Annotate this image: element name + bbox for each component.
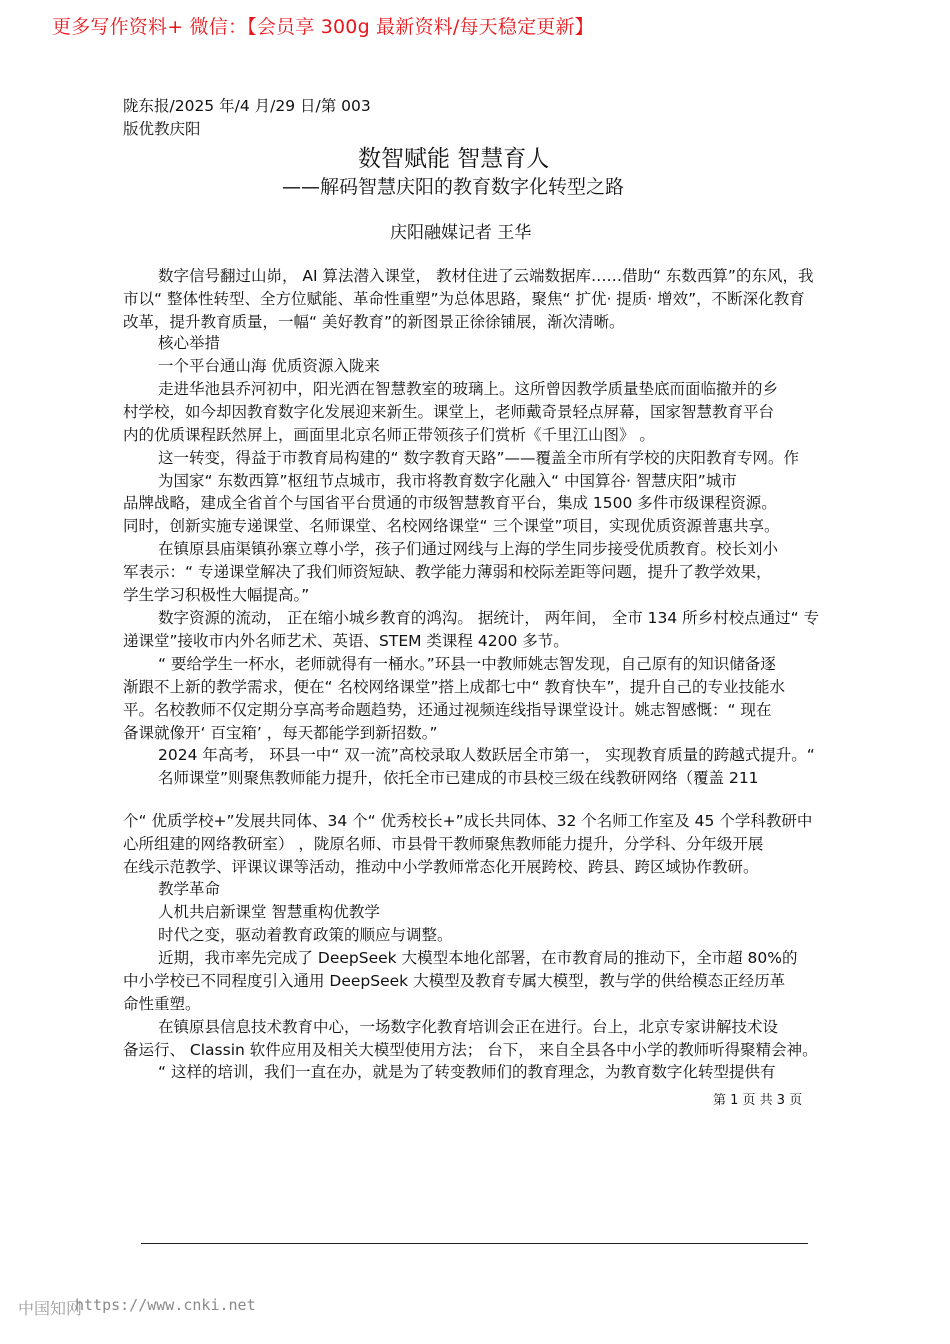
byline: 庆阳融媒记者 王华 <box>390 223 532 243</box>
body-line: 递课堂”接收市内外名师艺术、英语、STEM 类课程 4200 多节。 <box>123 632 569 650</box>
body-line: 在线示范教学、评课议课等活动，推动中小学教师常态化开展跨校、跨县、跨区域协作教研。 <box>123 858 759 876</box>
body-line: “ 要给学生一杯水，老师就得有一桶水。”环县一中教师姚志智发现，自己原有的知识储备逐 <box>158 655 776 673</box>
body-line: 核心举措 <box>158 334 221 352</box>
body-line: 人机共启新课堂 智慧重构优教学 <box>158 903 380 921</box>
body-line: 数字信号翻过山峁， AI 算法潜入课堂， 教材住进了云端数据库……借助“ 东数西算”的东风，我 <box>158 267 814 285</box>
body-line: 个“ 优质学校+”发展共同体、34 个“ 优秀校长+”成长共同体、32 个名师工作室及 45 个学科教研中 <box>123 812 813 830</box>
promo-banner: 更多写作资料+ 微信：【会员享 300g 最新资料/每天稳定更新】 <box>52 16 594 38</box>
body-line: 数字资源的流动， 正在缩小城乡教育的鸿沟。 据统计， 两年间， 全市 134 所乡村校点通过“ 专 <box>158 609 820 627</box>
body-line: 改革，提升教育质量，一幅“ 美好教育”的新图景正徐徐铺展，渐次清晰。 <box>123 313 625 331</box>
body-line: 走进华池县乔河初中，阳光洒在智慧教室的玻璃上。这所曾因教学质量垫底而面临撤并的乡 <box>158 380 779 398</box>
body-line: 命性重塑。 <box>123 995 201 1013</box>
body-line: 这一转变，得益于市教育局构建的“ 数字教育天路”——覆盖全市所有学校的庆阳教育专网。作 <box>158 449 799 467</box>
body-line: 市以“ 整体性转型、全方位赋能、革命性重塑”为总体思路，聚焦“ 扩优· 提质· 增效”，不断深化教育 <box>123 290 805 308</box>
body-line: 平。名校教师不仅定期分享高考命题趋势，还通过视频连线指导课堂设计。姚志智感慨：“ 现在 <box>123 701 772 719</box>
source-line-1: 陇东报/2025 年/4 月/29 日/第 003 <box>123 97 371 115</box>
body-line: 心所组建的网络教研室） ，陇原名师、市县骨干教师聚焦教师能力提升，分学科、分年级开展 <box>123 835 764 853</box>
source-line-2: 版优教庆阳 <box>123 120 201 138</box>
article-subtitle: ——解码智慧庆阳的教育数字化转型之路 <box>282 176 625 198</box>
body-line: 名师课堂”则聚焦教师能力提升，依托全市已建成的市县校三级在线教研网络（覆盖 211 <box>158 769 759 787</box>
body-line: 2024 年高考， 环县一中“ 双一流”高校录取人数跃居全市第一， 实现教育质量的跨越式提升。“ <box>158 746 815 764</box>
cnki-url-link[interactable]: https://www.cnki.net <box>75 1296 256 1314</box>
body-line: 渐跟不上新的教学需求，便在“ 名校网络课堂”搭上成都七中“ 教育快车”，提升自己的专业技能水 <box>123 678 785 696</box>
body-line: 学生学习积极性大幅提高。” <box>123 586 310 604</box>
body-line: 一个平台通山海 优质资源入陇来 <box>158 357 380 375</box>
body-line: 军表示：“ 专递课堂解决了我们师资短缺、教学能力薄弱和校际差距等问题，提升了教学效果， <box>123 563 772 581</box>
body-line: “ 这样的培训，我们一直在办，就是为了转变教师们的教育理念，为教育数字化转型提供有 <box>158 1063 776 1081</box>
article-title: 数智赋能 智慧育人 <box>358 146 550 172</box>
body-line: 教学革命 <box>158 880 221 898</box>
body-line: 内的优质课程跃然屏上，画面里北京名师正带领孩子们赏析《千里江山图》 。 <box>123 426 655 444</box>
body-line: 备运行、 Classin 软件应用及相关大模型使用方法； 台下， 来自全县各中小学的教师听得聚精会神。 <box>123 1041 818 1059</box>
body-line: 备课就像开‘ 百宝箱’ ，每天都能学到新招数。” <box>123 724 438 742</box>
cnki-logo: 中国知网 <box>18 1299 83 1318</box>
body-line: 在镇原县庙渠镇孙寨立尊小学，孩子们通过网线与上海的学生同步接受优质教育。校长刘小 <box>158 540 779 558</box>
body-line: 村学校，如今却因教育数字化发展迎来新生。课堂上，老师戴奇景轻点屏幕，国家智慧教育平台 <box>123 403 775 421</box>
footer-divider <box>141 1243 808 1244</box>
body-line: 为国家“ 东数西算”枢纽节点城市，我市将教育数字化融入“ 中国算谷· 智慧庆阳”城市 <box>158 472 737 490</box>
body-line: 品牌战略，建成全省首个与国省平台贯通的市级智慧教育平台，集成 1500 多件市级课程资源。 <box>123 494 777 512</box>
body-line: 时代之变，驱动着教育政策的顺应与调整。 <box>158 926 453 944</box>
body-line: 同时，创新实施专递课堂、名师课堂、名校网络课堂“ 三个课堂”项目，实现优质资源普惠共享。 <box>123 517 780 535</box>
body-line: 中小学校已不同程度引入通用 DeepSeek 大模型及教育专属大模型，教与学的供给模态正经历革 <box>123 972 786 990</box>
body-line: 近期，我市率先完成了 DeepSeek 大模型本地化部署，在市教育局的推动下，全市超 80%的 <box>158 949 798 967</box>
page-number: 第 1 页 共 3 页 <box>713 1093 803 1108</box>
body-line: 在镇原县信息技术教育中心，一场数字化教育培训会正在进行。台上，北京专家讲解技术设 <box>158 1018 779 1036</box>
